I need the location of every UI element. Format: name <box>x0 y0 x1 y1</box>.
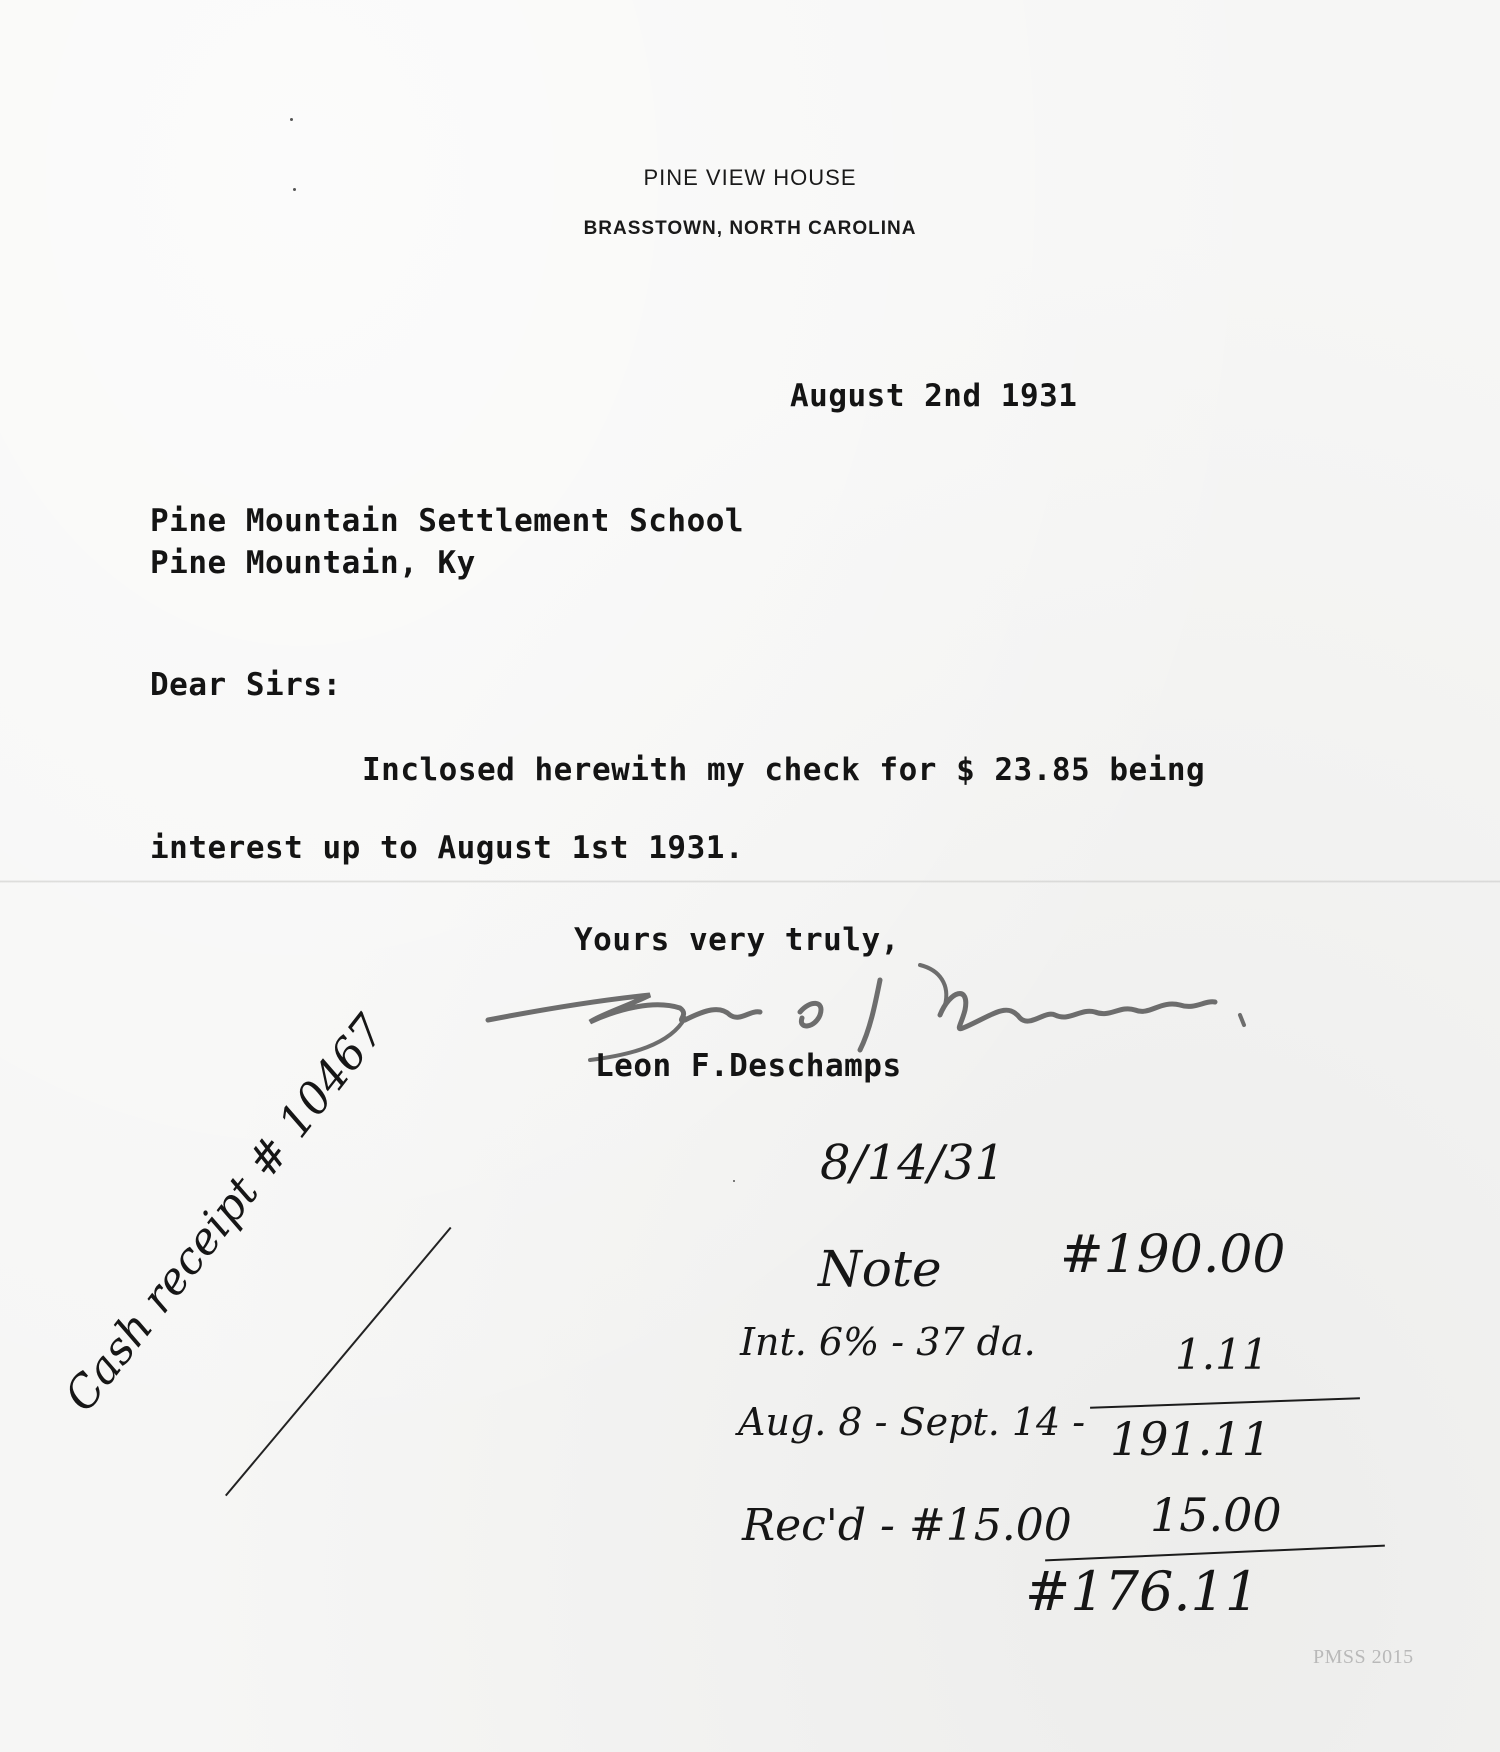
calc-received-amount: 15.00 <box>1150 1488 1282 1542</box>
paper-fold <box>0 880 1500 883</box>
recipient-name: Pine Mountain Settlement School <box>150 503 745 539</box>
receipt-underline <box>225 1227 451 1496</box>
cash-receipt-note: Cash receipt # 10467 <box>54 1005 396 1421</box>
calc-received-label: Rec'd - #15.00 <box>742 1500 1072 1551</box>
calc-total: #176.11 <box>1025 1560 1260 1623</box>
letterhead-name: PINE VIEW HOUSE <box>643 165 857 190</box>
body-line-1: Inclosed herewith my check for $ 23.85 being <box>362 752 1206 788</box>
archive-watermark: PMSS 2015 <box>1313 1646 1414 1668</box>
paper-speck <box>733 1180 735 1182</box>
body-line-2: interest up to August 1st 1931. <box>150 830 745 866</box>
sum-rule-2 <box>1045 1545 1385 1562</box>
paper-speck <box>290 118 293 121</box>
salutation: Dear Sirs: <box>150 667 342 703</box>
letterhead-location: BRASSTOWN, NORTH CAROLINA <box>583 218 917 239</box>
closing: Yours very truly, <box>574 922 900 958</box>
calc-note-amount: #190.00 <box>1060 1225 1286 1285</box>
calc-interest-amount: 1.11 <box>1175 1330 1269 1379</box>
letter-date: August 2nd 1931 <box>790 378 1078 414</box>
typed-signature-name: Leon F.Deschamps <box>595 1048 902 1084</box>
calc-period-label: Aug. 8 - Sept. 14 - <box>738 1400 1086 1444</box>
calc-interest-label: Int. 6% - 37 da. <box>740 1320 1036 1364</box>
recipient-address: Pine Mountain, Ky <box>150 545 476 581</box>
calc-note-label: Note <box>818 1240 942 1298</box>
calc-subtotal: 191.11 <box>1110 1412 1271 1466</box>
calc-date: 8/14/31 <box>820 1135 1006 1191</box>
sum-rule-1 <box>1090 1397 1360 1408</box>
